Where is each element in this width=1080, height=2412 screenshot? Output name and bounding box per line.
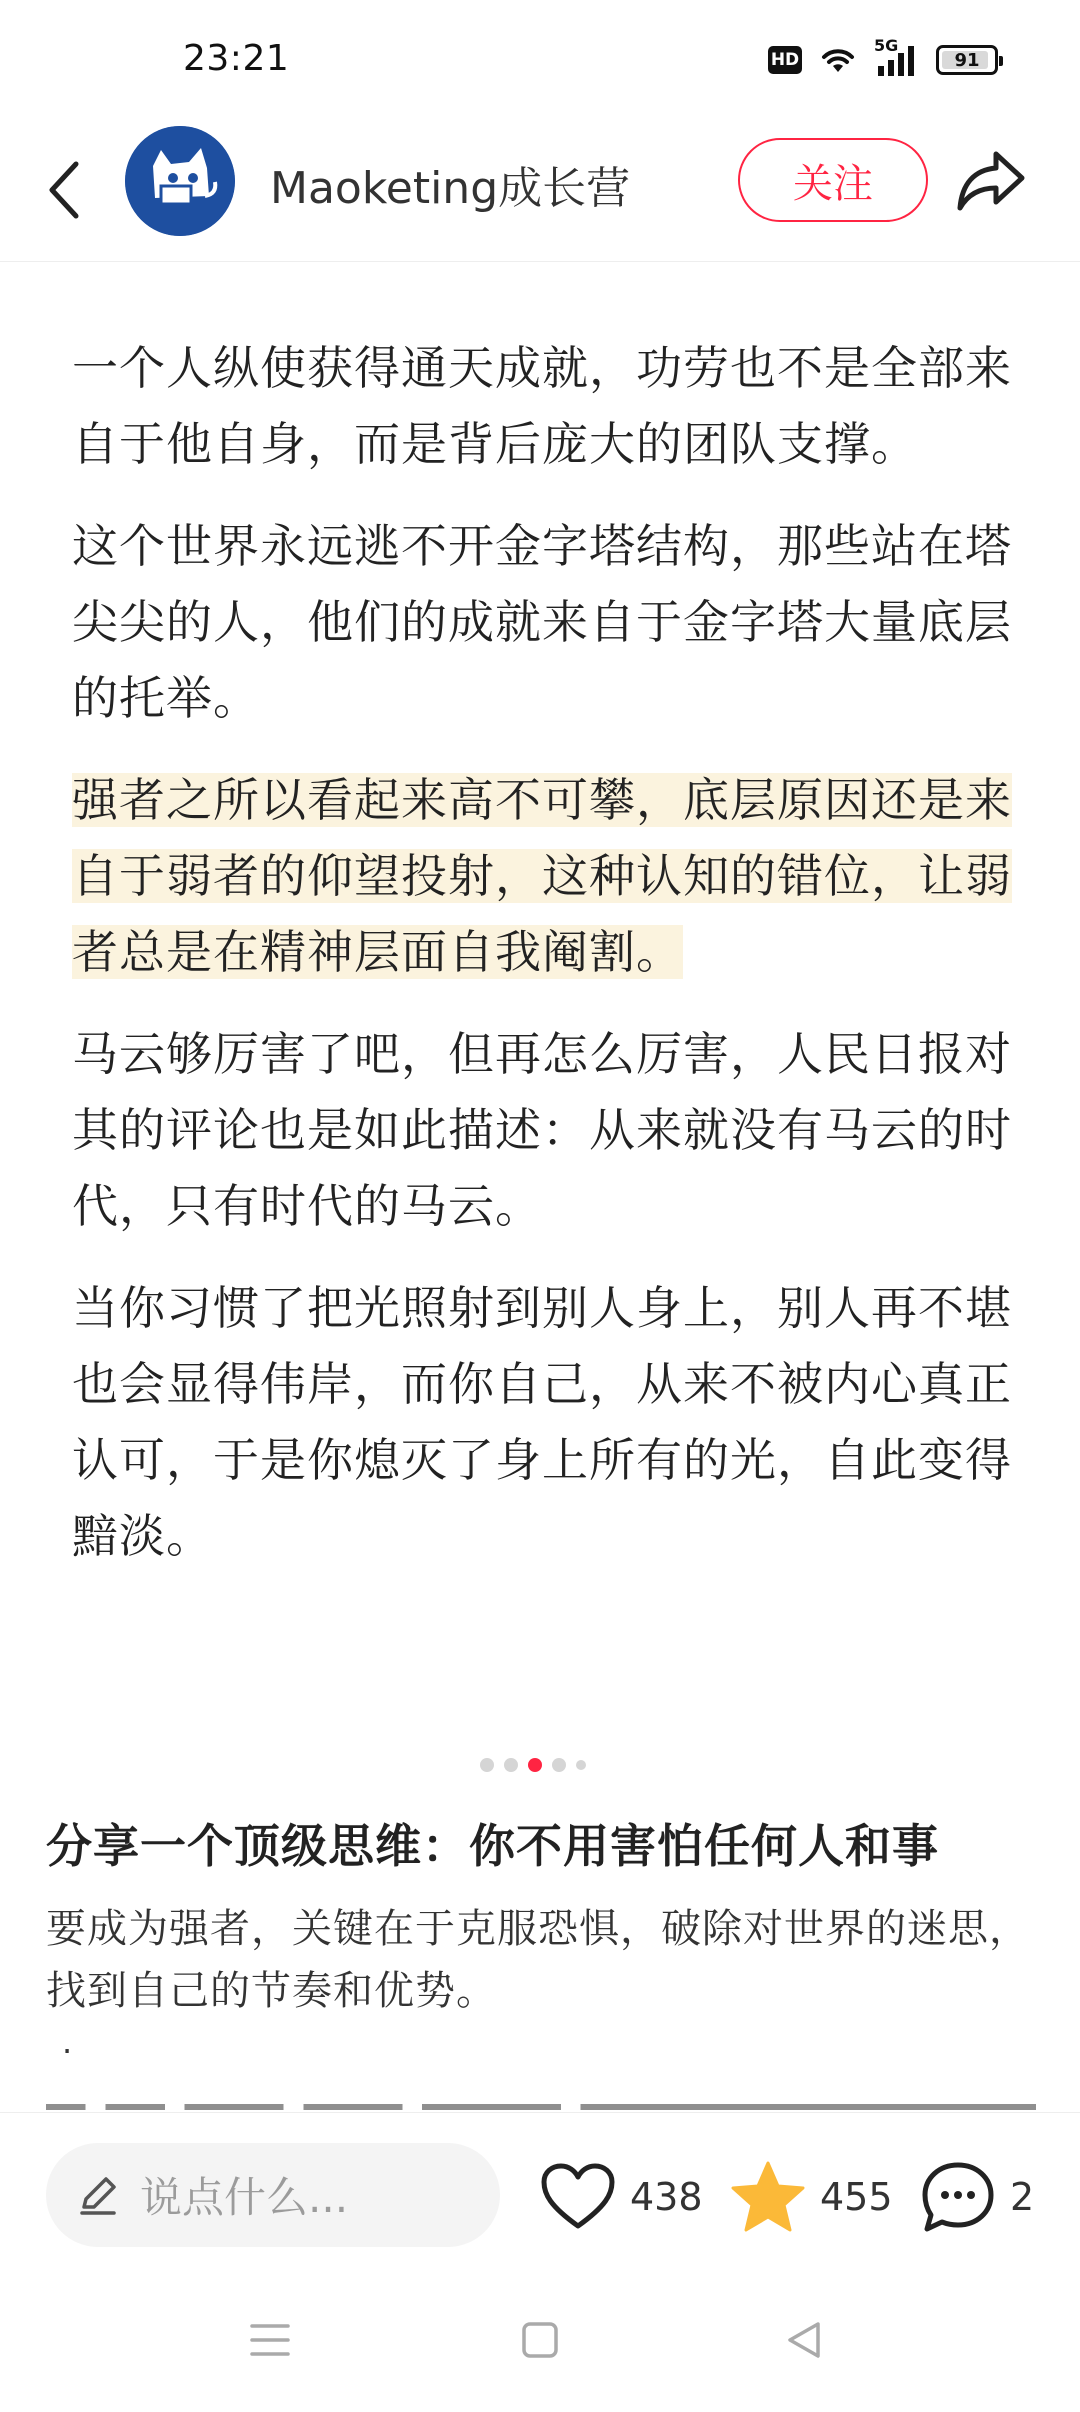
cat-logo-icon <box>125 126 235 236</box>
battery-level: 91 <box>954 49 980 71</box>
article-paragraph: 一个人纵使获得通天成就，功劳也不是全部来自于他自身，而是背后庞大的团队支撑。 <box>72 341 1012 471</box>
comment-placeholder: 说点什么... <box>140 2173 349 2222</box>
article-body <box>72 330 1012 1600</box>
article-paragraph: 当你习惯了把光照射到别人身上，别人再不堪也会显得伟岸，而你自己，从来不被内心真正认可，于是你熄灭了身上所有的光，自此变得黯淡。 <box>72 1281 1012 1563</box>
status-icons <box>768 36 998 80</box>
signal-icon <box>874 36 920 78</box>
status-bar <box>0 0 1080 120</box>
nav-home-button[interactable] <box>510 2310 570 2370</box>
truncated-text-line <box>46 2098 1036 2110</box>
chevron-left-icon <box>44 158 84 222</box>
comment-button[interactable] <box>918 2157 1034 2237</box>
network-label: 5G <box>874 36 899 55</box>
heart-icon <box>540 2162 616 2232</box>
battery-indicator <box>936 45 998 75</box>
article-paragraph-highlighted <box>72 762 1012 990</box>
favorite-count: 455 <box>820 2175 893 2219</box>
highlighted-text: 强者之所以看起来高不可攀，底层原因还是来自于弱者的仰望投射，这种认知的错位，让弱者总是在精神层面自我阉割。 <box>72 773 1012 979</box>
pager-dot-active <box>528 1758 542 1772</box>
home-square-icon <box>520 2320 560 2360</box>
share-arrow-icon <box>956 148 1028 214</box>
hd-badge: HD <box>768 46 802 74</box>
back-triangle-icon <box>784 2320 824 2360</box>
post-header <box>0 120 1080 262</box>
speech-bubble-icon <box>919 2159 997 2235</box>
back-button[interactable] <box>36 150 92 230</box>
like-count: 438 <box>630 2175 703 2219</box>
system-nav-bar <box>0 2290 1080 2412</box>
share-button[interactable] <box>956 148 1028 214</box>
status-time: 23:21 <box>183 38 290 79</box>
wifi-icon <box>818 44 858 76</box>
post-bullet: · <box>62 2032 73 2070</box>
pager-dot <box>552 1758 566 1772</box>
like-button[interactable] <box>538 2157 703 2237</box>
pager-dot <box>480 1758 494 1772</box>
menu-icon <box>248 2320 292 2360</box>
author-name[interactable]: Maoketing成长营 <box>270 163 631 214</box>
star-icon <box>729 2159 807 2235</box>
nav-menu-button[interactable] <box>240 2310 300 2370</box>
nav-back-button[interactable] <box>774 2310 834 2370</box>
favorite-button[interactable] <box>728 2157 893 2237</box>
comment-input[interactable] <box>46 2143 500 2247</box>
article-paragraph: 这个世界永远逃不开金字塔结构，那些站在塔尖尖的人，他们的成就来自于金字塔大量底层的托举。 <box>72 519 1012 725</box>
pager-dot <box>576 1760 586 1770</box>
pencil-icon <box>76 2173 120 2217</box>
bottom-action-bar <box>0 2112 1080 2262</box>
pager-dot <box>504 1758 518 1772</box>
article-paragraph: 马云够厉害了吧，但再怎么厉害，人民日报对其的评论也是如此描述：从来就没有马云的时代，只有时代的马云。 <box>72 1027 1012 1233</box>
post-description: 要成为强者，关键在于克服恐惧，破除对世界的迷思，找到自己的节奏和优势。 <box>46 1906 1030 2014</box>
comment-count: 2 <box>1010 2175 1035 2219</box>
follow-button[interactable]: 关注 <box>738 138 928 222</box>
image-pager-dots <box>480 1758 586 1772</box>
author-avatar[interactable] <box>125 126 235 236</box>
post-title: 分享一个顶级思维：你不用害怕任何人和事 <box>46 1819 939 1873</box>
